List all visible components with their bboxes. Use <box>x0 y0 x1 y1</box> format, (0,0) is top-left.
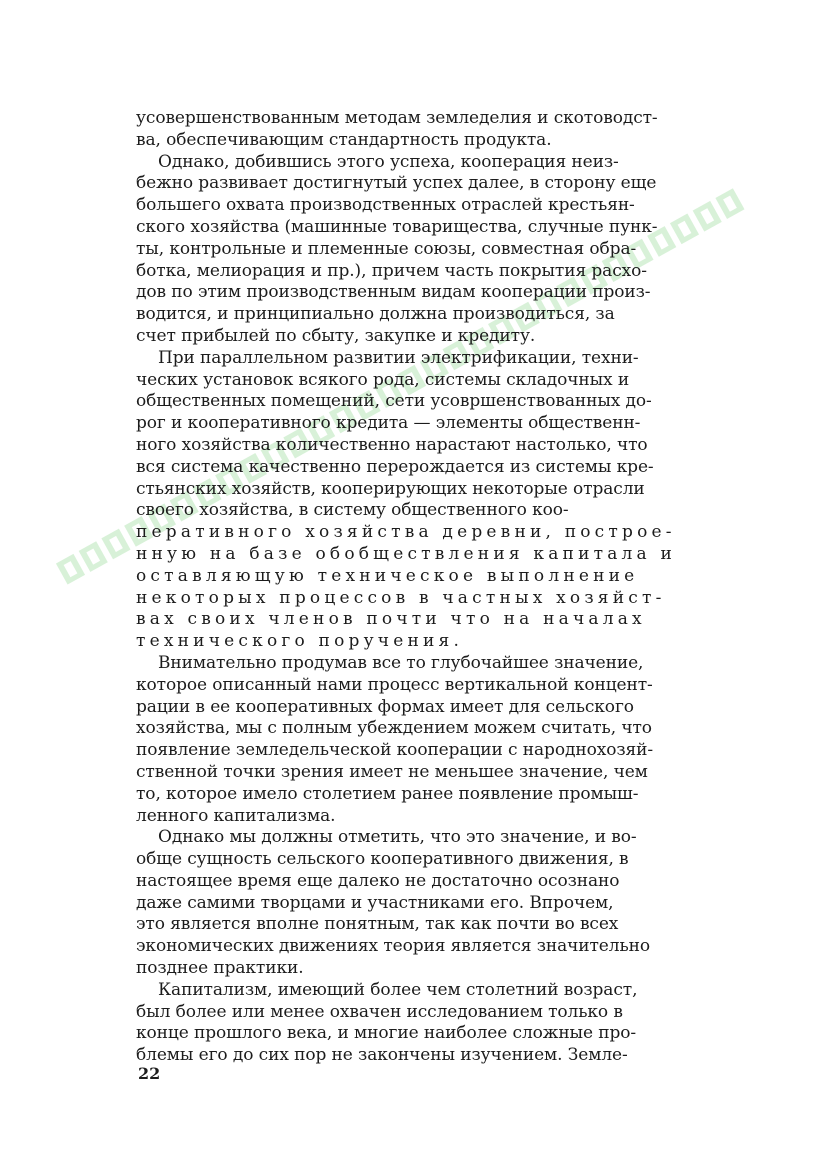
text-line: экономических движениях теория является значительно <box>136 936 650 957</box>
text-line: усовершенствованным методам земледелия и скотоводст- <box>136 108 658 128</box>
text-line: вся система качественно перерождается из системы кре- <box>136 456 654 477</box>
text-line: хозяйства, мы с полным убеждением можем считать, что <box>136 718 652 739</box>
text-line: При параллельном развитии электрификации, техни- <box>158 347 639 368</box>
text-line: настоящее время еще далеко не достаточно осознано <box>136 870 620 891</box>
text-line: Внимательно продумав все то глубочайшее значение, <box>158 652 644 673</box>
text-line: был более или менее охвачен исследованием только в <box>136 1001 623 1022</box>
text-line: ского хозяйства (машинные товарищества, случные пунк- <box>136 216 658 237</box>
text-line: позднее практики. <box>136 958 304 979</box>
text-line: ленного капитализма. <box>136 805 336 826</box>
text-line: это является вполне понятным, так как почти во всех <box>136 914 619 935</box>
text-line-spaced: технического поручения. <box>136 631 464 652</box>
text-line: ного хозяйства количественно нарастают настолько, что <box>136 434 648 455</box>
text-line: ческих установок всякого рода, системы складочных и <box>136 369 630 390</box>
text-line-spaced: вах своих членов почти что на началах <box>136 609 646 630</box>
text-line-spaced: некоторых процессов в частных хозяйст- <box>136 587 666 608</box>
text-line: Однако, добившись этого успеха, кооперация неиз- <box>158 151 619 172</box>
text-line: Однако мы должны отметить, что это значение, и во- <box>158 827 637 848</box>
body-text <box>136 108 706 1067</box>
text-line: ботка, мелиорация и пр.), причем часть покрытия расхо- <box>136 260 647 281</box>
text-line: Капитализм, имеющий более чем столетний возраст, <box>158 979 638 1000</box>
text-line: ты, контрольные и племенные союзы, совместная обра- <box>136 238 637 259</box>
text-line: блемы его до сих пор не закончены изучением. Земле- <box>136 1045 628 1066</box>
text-line: своего хозяйства, в систему общественного коо- <box>136 500 569 521</box>
text-line: большего охвата производственных отраслей крестьян- <box>136 195 635 216</box>
text-line: рог и кооперативного кредита — элементы общественн- <box>136 413 641 434</box>
text-line: ственной точки зрения имеет не меньшее значение, чем <box>136 761 648 782</box>
text-line: рации в ее кооперативных формах имеет для сельского <box>136 696 634 717</box>
text-line: конце прошлого века, и многие наиболее сложные про- <box>136 1023 637 1044</box>
text-line: которое описанный нами процесс вертикальной концент- <box>136 674 653 695</box>
text-line: появление земледельческой кооперации с народнохозяй- <box>136 740 653 761</box>
text-line-spaced: оставляющую техническое выполнение <box>136 565 639 586</box>
page-number: 22 <box>138 1064 161 1083</box>
text-line: водится, и принципиально должна производиться, за <box>136 304 615 325</box>
text-line: обще сущность сельского кооперативного движения, в <box>136 849 629 870</box>
text-line: дов по этим производственным видам кооперации произ- <box>136 282 651 303</box>
text-line: счет прибылей по сбыту, закупке и кредиту. <box>136 325 536 346</box>
text-line-spaced: перативного хозяйства деревни, построе- <box>136 522 676 543</box>
text-line: ва, обеспечивающим стандартность продукта. <box>136 129 552 150</box>
text-line: то, которое имело столетием ранее появление промыш- <box>136 783 639 804</box>
text-line: бежно развивает достигнутый успех далее, в сторону еще <box>136 173 657 194</box>
text-line: даже самими творцами и участниками его. Впрочем, <box>136 892 614 913</box>
text-line: общественных помещений, сети усовршенствованных до- <box>136 391 652 412</box>
text-line: стьянских хозяйств, кооперирующих некоторые отрасли <box>136 478 645 499</box>
text-line-spaced: нную на базе обобществления капитала и <box>136 543 677 564</box>
